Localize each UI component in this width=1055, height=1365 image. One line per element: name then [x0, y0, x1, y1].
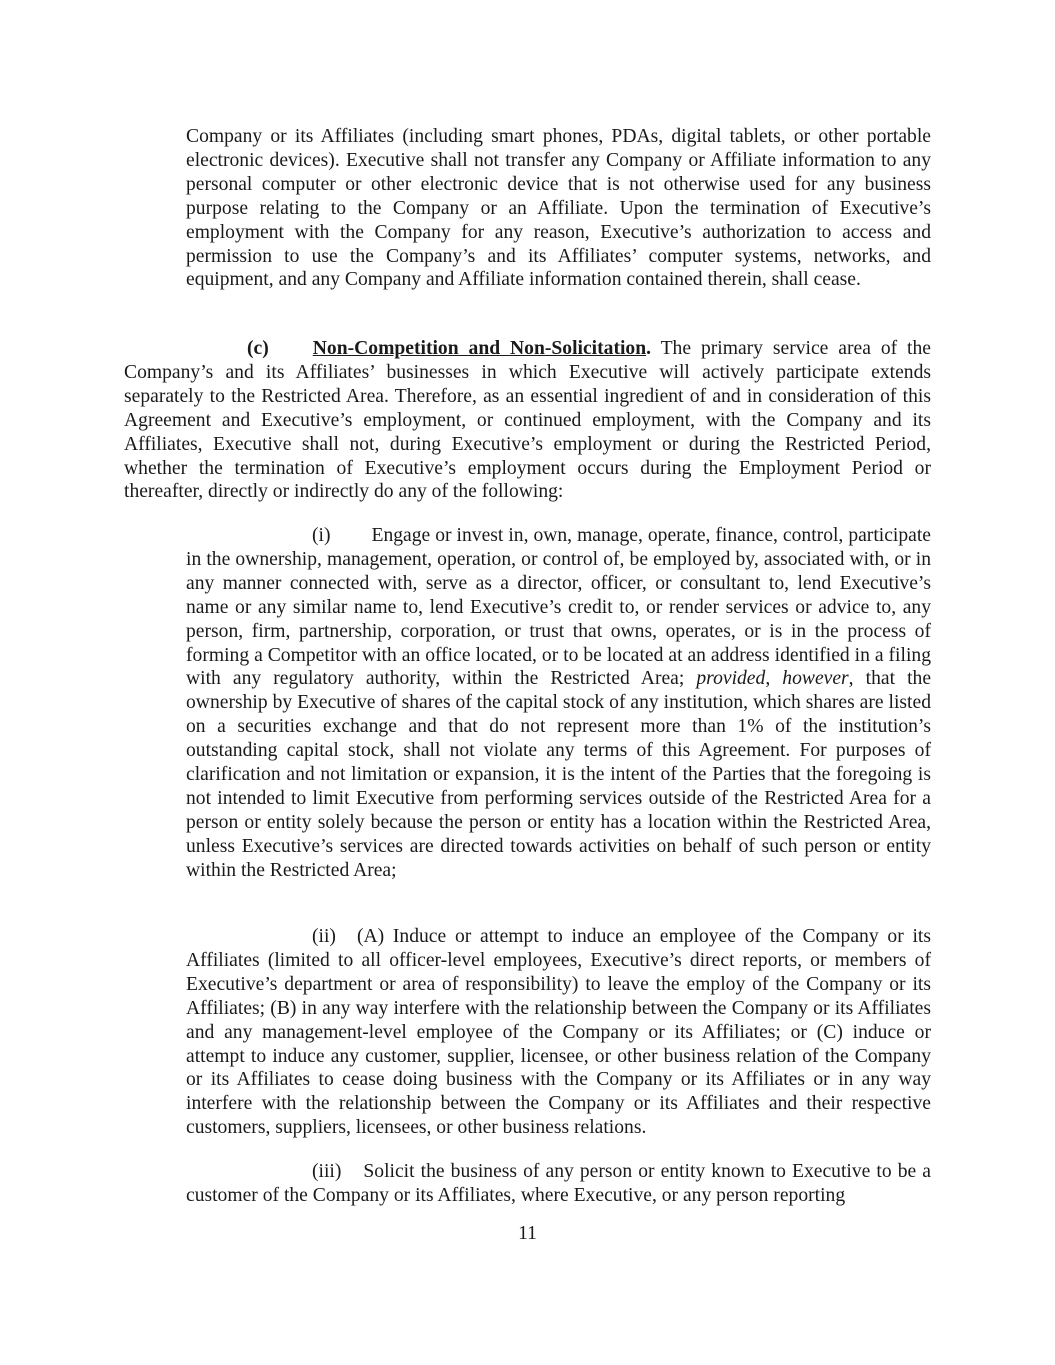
section-c-label: (c) [247, 338, 269, 359]
item-iii-paragraph [186, 1160, 931, 1208]
section-c-text: The primary service area of the Company’s and its Affiliates’ businesses in which Executive will actively participate extends separately to the Restricted Area. Therefore, as an essential ingredient of and in consideration of this Agreement and Executive’s employment, or continued employment, with the Company and its Affiliates, Executive shall not, during Executive’s employment or during the Restricted Period, whether the termination of Executive’s employment occurs during the Employment Period or thereafter, directly or indirectly do any of the following: [124, 338, 931, 503]
item-iii-label: (iii) [312, 1161, 342, 1182]
item-i-paragraph [186, 524, 931, 883]
item-iii-text: Solicit the business of any person or entity known to Executive to be a customer of the Company or its Affiliates, where Executive, or any person reporting [186, 1161, 931, 1206]
section-c-paragraph [124, 337, 931, 504]
item-ii-label: (ii) [312, 926, 336, 947]
paragraph-continued [186, 125, 931, 292]
item-i-however: however [782, 668, 849, 690]
item-i-label: (i) [312, 525, 331, 546]
item-i-text-after: , that the ownership by Executive of shares of the capital stock of any institution, which shares are listed on a securities exchange and that do not represent more than 1% of the institution’s outstanding capital stock, shall not violate any terms of this Agreement. For purposes of clarification and not limitation or expansion, it is the intent of the Parties that the foregoing is not intended to limit Executive from performing services outside of the Restricted Area for a person or entity solely because the person or entity has a location within the Restricted Area, unless Executive’s services are directed towards activities on behalf of such person or entity within the Restricted Area; [186, 668, 932, 881]
page-number: 11 [518, 1223, 537, 1244]
item-ii-paragraph [186, 925, 931, 1140]
paragraph-continued-text: Company or its Affiliates (including smart phones, PDAs, digital tablets, or other portable electronic devices). Executive shall not transfer any Company or Affiliate information to any personal computer or other electronic device that is not otherwise used for any business purpose relating to the Company or an Affiliate. Upon the termination of Executive’s employment with the Company for any reason, Executive’s authorization to access and permission to use the Company’s and its Affiliates’ computer systems, networks, and equipment, and any Company and Affiliate information contained therein, shall cease. [186, 126, 931, 291]
item-i-text-before: Engage or invest in, own, manage, operate, finance, control, participate in the ownership, management, operation, or control of, be employed by, associated with, or in any manner connected with, serve as a director, officer, or consultant to, lend Executive’s name or any similar name to, lend Executive’s credit to, or render services or advice to, any person, firm, partnership, corporation, or trust that owns, operates, or is in the process of forming a Competitor with an office located, or to be located at an address identified in a filing with any regulatory authority, within the Restricted Area; [186, 525, 931, 690]
item-i-comma: , [765, 668, 783, 690]
section-c-heading-period: . [646, 338, 652, 359]
item-ii-text: (A) Induce or attempt to induce an employee of the Company or its Affiliates (limited to all officer-level employees, Executive’s direct reports, or members of Executive’s department or area of responsibility) to leave the employ of the Company or its Affiliates; (B) in any way interfere with the relationship between the Company or its Affiliates and any management-level employee of the Company or its Affiliates; or (C) induce or attempt to induce any customer, supplier, licensee, or other business relation of the Company or its Affiliates to cease doing business with the Company or its Affiliates or in any way interfere with the relationship between the Company or its Affiliates and their respective customers, suppliers, licensees, or other business relations. [186, 926, 931, 1139]
item-i-provided: provided [696, 668, 766, 690]
section-c-heading: Non-Competition and Non-Solicitation [312, 338, 647, 359]
